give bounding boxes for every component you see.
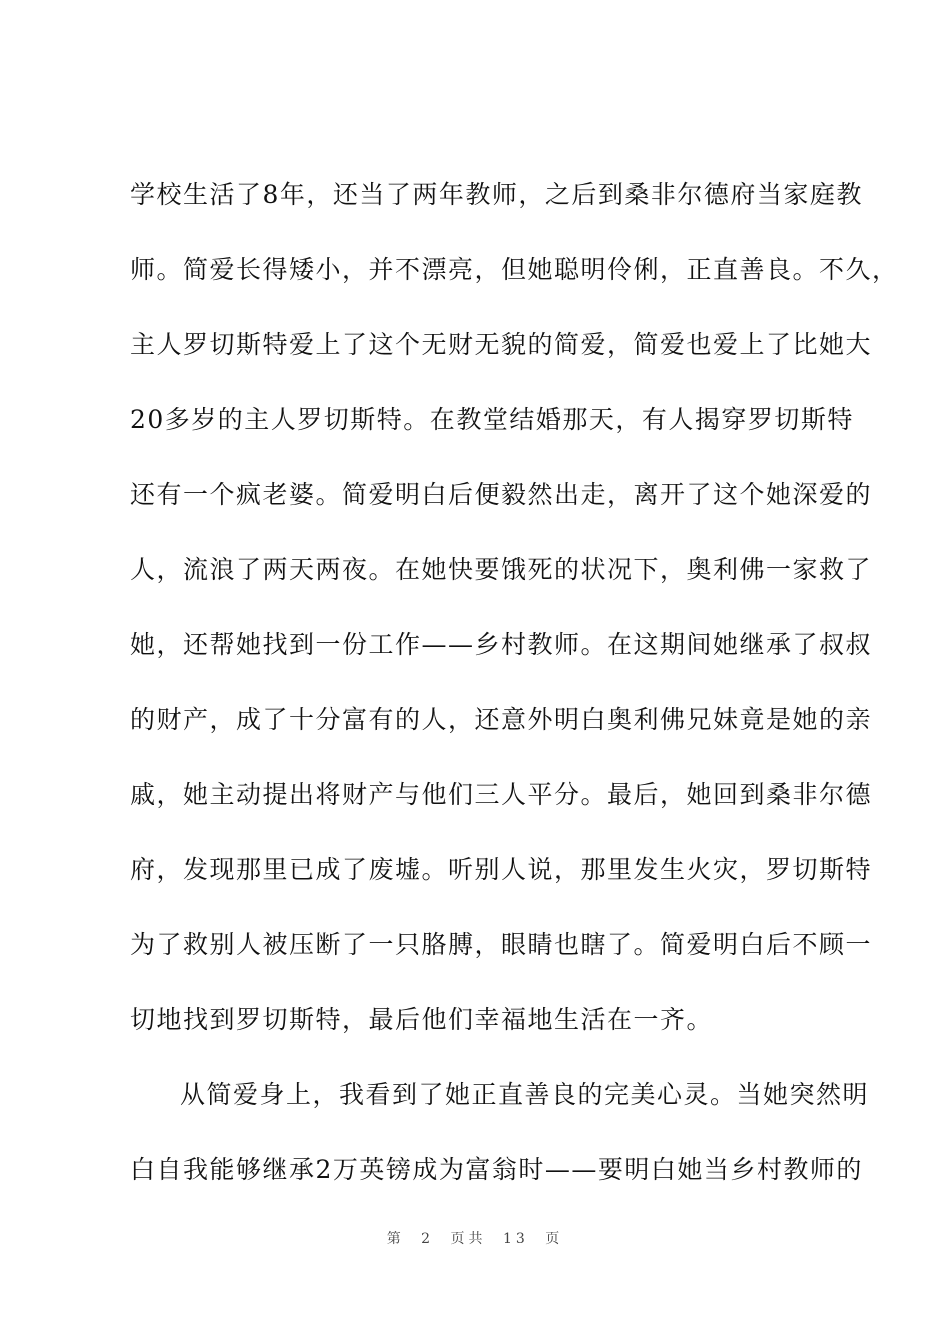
- footer-suffix: 页: [545, 1231, 564, 1247]
- text-line-3: 主人罗切斯特爱上了这个无财无貌的简爱，简爱也爱上了比她大: [130, 330, 873, 359]
- text-line-11: 为了救别人被压断了一只胳膊，眼睛也瞎了。简爱明白后不顾一: [130, 930, 873, 959]
- text-line-10: 府，发现那里已成了废墟。听别人说，那里发生火灾，罗切斯特: [130, 855, 873, 884]
- text-line-9: 戚，她主动提出将财产与他们三人平分。最后，她回到桑非尔德: [130, 780, 873, 809]
- text-line-7: 她，还帮她找到一份工作——乡村教师。在这期间她继承了叔叔: [130, 630, 873, 659]
- text-line-8: 的财产，成了十分富有的人，还意外明白奥利佛兄妹竟是她的亲: [130, 705, 873, 734]
- footer-middle: 页共: [450, 1231, 487, 1247]
- text-line-12: 切地找到罗切斯特，最后他们幸福地生活在一齐。: [130, 1005, 714, 1034]
- text-line-2: 师。简爱长得矮小，并不漂亮，但她聪明伶俐，正直善良。不久，: [130, 255, 899, 284]
- text-line-14: 白自我能够继承2万英镑成为富翁时——要明白她当乡村教师的: [130, 1155, 863, 1184]
- text-line-6: 人，流浪了两天两夜。在她快要饿死的状况下，奥利佛一家救了: [130, 555, 873, 584]
- text-line-1: 学校生活了8年，还当了两年教师，之后到桑非尔德府当家庭教: [130, 180, 863, 209]
- footer-prefix: 第: [386, 1231, 405, 1247]
- text-line-4: 20多岁的主人罗切斯特。在教堂结婚那天，有人揭穿罗切斯特: [130, 405, 854, 434]
- footer-page-number: 2: [421, 1231, 435, 1247]
- footer-total-pages: 13: [503, 1231, 529, 1247]
- text-line-13-indented: 从简爱身上，我看到了她正直善良的完美心灵。当她突然明: [180, 1080, 870, 1109]
- text-line-5: 还有一个疯老婆。简爱明白后便毅然出走，离开了这个她深爱的: [130, 480, 873, 509]
- page-footer: [0, 1228, 950, 1248]
